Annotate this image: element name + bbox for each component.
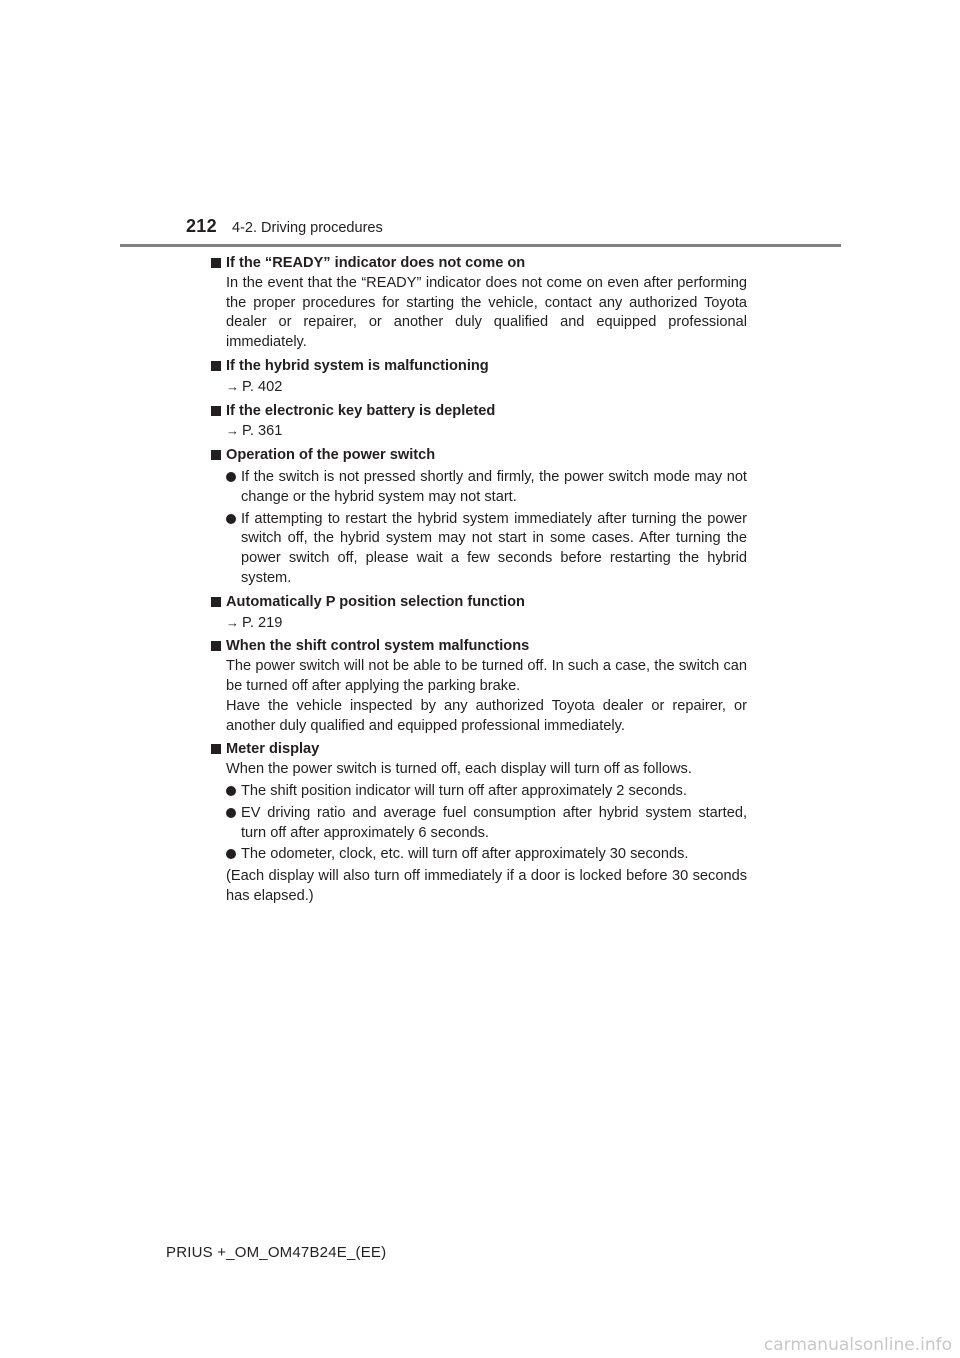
arrow-right-icon: →	[226, 378, 239, 394]
arrow-right-icon: →	[226, 614, 239, 630]
square-bullet-icon	[211, 450, 221, 460]
circle-bullet-icon	[226, 786, 236, 796]
square-bullet-icon	[211, 641, 221, 651]
section-heading: Meter display	[226, 741, 320, 758]
section-text: Have the vehicle inspected by any authorized Toyota dealer or repairer, or another duly qualified and equipped professional immediately.	[226, 697, 747, 734]
square-bullet-icon	[211, 258, 221, 268]
section-text: The power switch will not be able to be turned off. In such a case, the switch can be turned off after applying the parking brake.	[226, 658, 747, 694]
section-heading: If the hybrid system is malfunctioning	[226, 357, 489, 374]
section-auto-p-position	[211, 593, 747, 634]
page-header	[0, 0, 960, 250]
section-text: When the power switch is turned off, each display will turn off as follows.	[226, 761, 692, 778]
square-bullet-icon	[211, 744, 221, 754]
header-divider	[120, 244, 841, 247]
list-item: The shift position indicator will turn off after approximately 2 seconds.	[211, 782, 747, 802]
page-reference[interactable]: → P. 219	[226, 614, 283, 631]
section-heading: If the electronic key battery is depleted	[226, 402, 496, 419]
section-power-switch	[211, 446, 747, 589]
circle-bullet-icon	[226, 849, 236, 859]
list-item: EV driving ratio and average fuel consumption after hybrid system started, turn off after approximately 6 seconds.	[211, 804, 747, 844]
section-meter-display	[211, 740, 747, 906]
square-bullet-icon	[211, 597, 221, 607]
list-item: If the switch is not pressed shortly and firmly, the power switch mode may not change or the hybrid system may not start.	[211, 468, 747, 508]
page-number: 212	[186, 216, 217, 236]
watermark: carmanualsonline.info	[763, 1335, 952, 1355]
document-code: PRIUS +_OM_OM47B24E_(EE)	[166, 1244, 387, 1261]
circle-bullet-icon	[226, 808, 236, 818]
section-ready-indicator	[211, 254, 747, 353]
arrow-right-icon: →	[226, 423, 239, 439]
page-content	[211, 254, 747, 911]
section-hybrid-malfunction	[211, 357, 747, 398]
circle-bullet-icon	[226, 472, 236, 482]
circle-bullet-icon	[226, 514, 236, 524]
square-bullet-icon	[211, 406, 221, 416]
section-key-battery	[211, 402, 747, 443]
section-heading: Automatically P position selection function	[226, 593, 525, 610]
section-heading: If the “READY” indicator does not come on	[226, 255, 526, 271]
section-shift-control	[211, 637, 747, 736]
list-item: If attempting to restart the hybrid system immediately after turning the power switch off, the hybrid system may not start in some cases. After turning the power switch off, please wait a few seconds before restarting the hybrid system.	[211, 510, 747, 589]
section-heading: Operation of the power switch	[226, 447, 436, 464]
page-reference[interactable]: → P. 402	[226, 378, 283, 395]
page-reference[interactable]: → P. 361	[226, 423, 283, 440]
section-title: 4-2. Driving procedures	[232, 220, 383, 236]
square-bullet-icon	[211, 361, 221, 371]
section-heading: When the shift control system malfunctions	[226, 638, 530, 655]
section-note: (Each display will also turn off immediately if a door is locked before 30 seconds has elapsed.)	[226, 868, 747, 904]
list-item: The odometer, clock, etc. will turn off after approximately 30 seconds.	[211, 845, 747, 865]
section-text: In the event that the “READY” indicator does not come on even after performing the proper procedures for starting the vehicle, contact any authorized Toyota dealer or repairer, or another duly qualified and equipped professional immediately.	[226, 274, 747, 351]
